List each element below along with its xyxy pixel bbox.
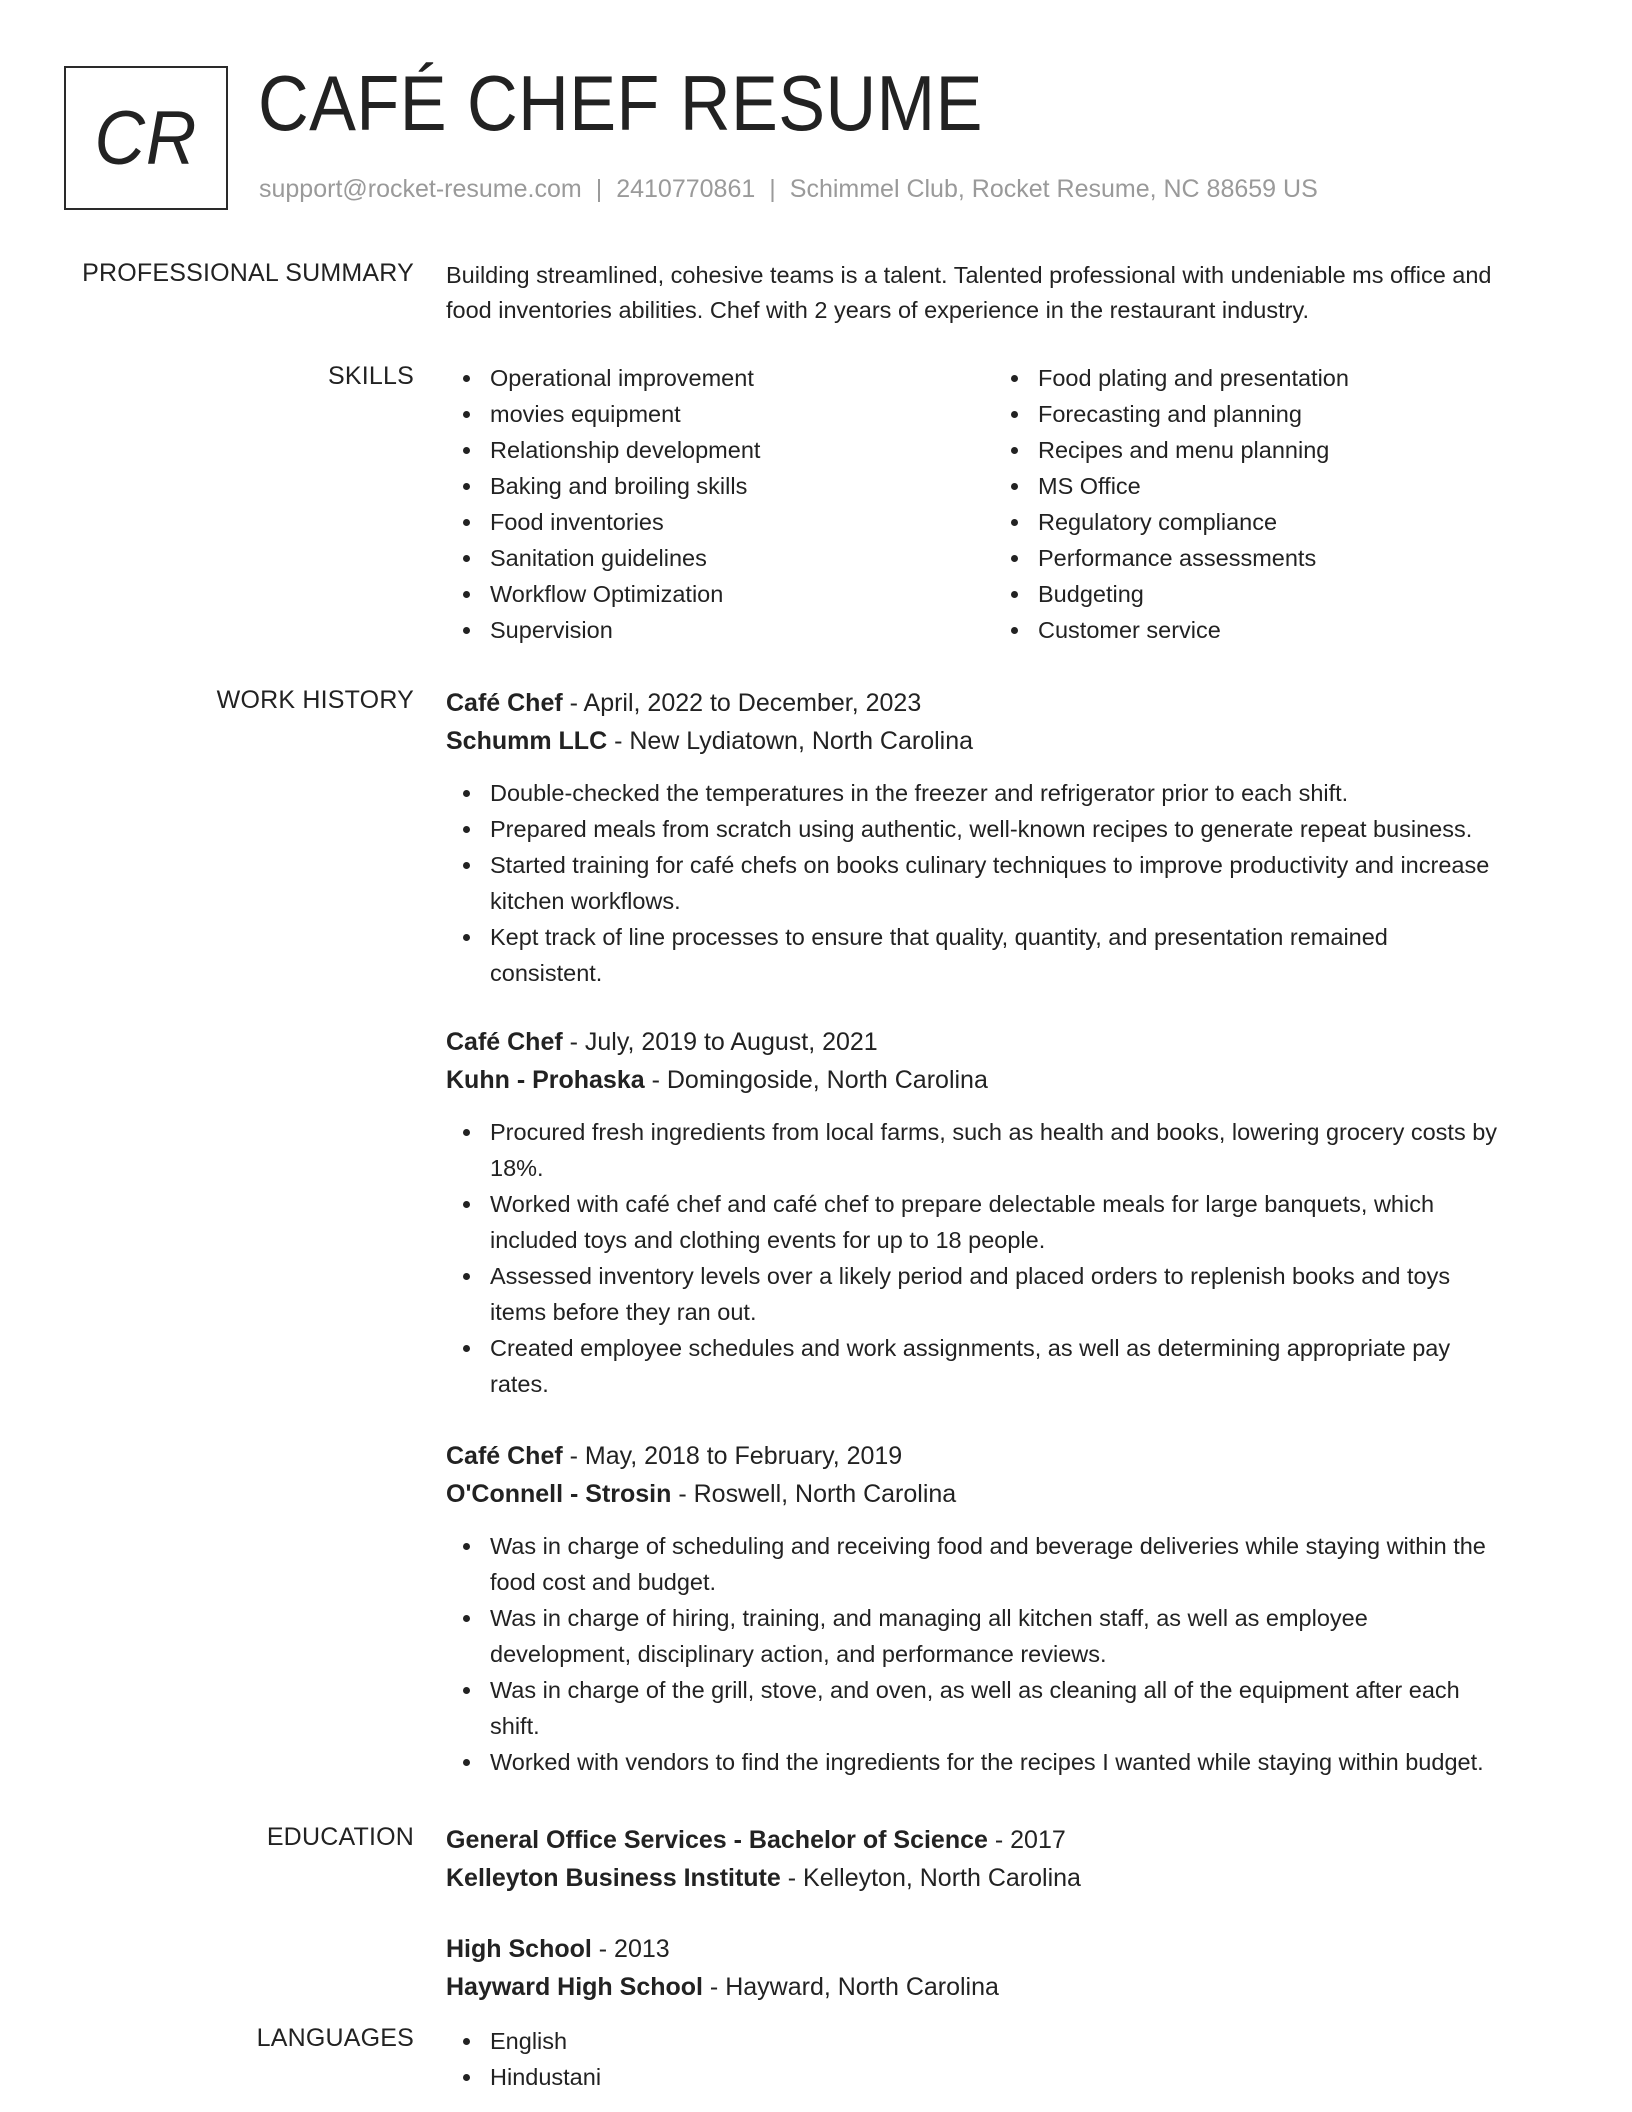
school-line — [446, 1859, 1566, 1897]
duty-line: rates. — [490, 1371, 549, 1397]
duty-item — [446, 775, 1566, 811]
languages-list — [446, 2023, 1566, 2095]
monogram-logo — [64, 66, 228, 210]
duty-item — [446, 1600, 1566, 1672]
job-title-line — [446, 684, 1566, 722]
contact-separator: | — [769, 175, 776, 203]
duty-item — [446, 1258, 1566, 1330]
section-label-skills: SKILLS — [328, 362, 414, 390]
skill-item: Performance assessments — [994, 540, 1542, 576]
skill-item: Baking and broiling skills — [446, 468, 994, 504]
skill-item: Sanitation guidelines — [446, 540, 994, 576]
duty-item — [446, 1672, 1566, 1744]
school-line — [446, 1968, 1566, 2006]
job-company-line — [446, 722, 1566, 760]
job-title-line — [446, 1023, 1566, 1061]
school: Kelleyton Business Institute — [446, 1864, 781, 1892]
duty-item — [446, 811, 1566, 847]
job-entry — [446, 1023, 1566, 1402]
contact-address: Schimmel Club, Rocket Resume, NC 88659 US — [789, 175, 1318, 203]
job-title: Café Chef — [446, 1442, 563, 1470]
skill-item: Customer service — [994, 612, 1542, 648]
duty-item — [446, 919, 1566, 991]
job-entry — [446, 1437, 1566, 1780]
job-location: - Roswell, North Carolina — [671, 1480, 957, 1508]
duty-line: kitchen workflows. — [490, 888, 681, 914]
skills-grid — [446, 360, 1566, 648]
duty-item — [446, 1330, 1566, 1402]
job-dates: - May, 2018 to February, 2019 — [562, 1442, 903, 1470]
skill-item: Forecasting and planning — [994, 396, 1542, 432]
job-company-line — [446, 1475, 1566, 1513]
skill-item: Workflow Optimization — [446, 576, 994, 612]
job-company: Kuhn - Prohaska — [446, 1066, 645, 1094]
section-label-languages: LANGUAGES — [256, 2024, 414, 2052]
job-company: O'Connell - Strosin — [446, 1480, 672, 1508]
skill-item: Relationship development — [446, 432, 994, 468]
skill-item: Recipes and menu planning — [994, 432, 1542, 468]
skill-item: MS Office — [994, 468, 1542, 504]
duty-line: Worked with vendors to find the ingredients for the recipes I wanted while staying within budget. — [490, 1749, 1484, 1775]
job-title: Café Chef — [446, 689, 563, 717]
education-entry — [446, 1821, 1566, 1897]
contact-email: support@rocket-resume.com — [259, 175, 582, 203]
duty-item — [446, 1186, 1566, 1258]
job-title-line — [446, 1437, 1566, 1475]
duty-item — [446, 847, 1566, 919]
skill-item: Budgeting — [994, 576, 1542, 612]
duty-line: items before they ran out. — [490, 1299, 757, 1325]
education-entry — [446, 1930, 1566, 2006]
degree: High School — [446, 1935, 592, 1963]
duty-item — [446, 1528, 1566, 1600]
duty-line: Worked with café chef and café chef to prepare delectable meals for large banquets, which — [490, 1191, 1435, 1217]
skills-column-left — [446, 360, 994, 648]
skill-item: Food inventories — [446, 504, 994, 540]
job-entry — [446, 684, 1566, 991]
duty-line: Double-checked the temperatures in the freezer and refrigerator prior to each shift. — [490, 780, 1349, 806]
degree-year: - 2017 — [987, 1826, 1066, 1854]
degree: General Office Services - Bachelor of Science — [446, 1826, 988, 1854]
section-label-summary: PROFESSIONAL SUMMARY — [82, 259, 414, 287]
skill-item: Regulatory compliance — [994, 504, 1542, 540]
duty-line: 18%. — [490, 1155, 544, 1181]
duty-line: development, disciplinary action, and performance reviews. — [490, 1641, 1107, 1667]
duty-line: consistent. — [490, 960, 603, 986]
summary-line: Building streamlined, cohesive teams is a talent. Talented professional with undeniable ms office and — [446, 262, 1492, 288]
duty-item — [446, 1744, 1566, 1780]
resume-title: CAFÉ CHEF RESUME — [258, 59, 983, 147]
duty-line: Started training for café chefs on books culinary techniques to improve productivity and increase — [490, 852, 1490, 878]
skill-item: Food plating and presentation — [994, 360, 1542, 396]
duty-item — [446, 1114, 1566, 1186]
duty-line: Was in charge of the grill, stove, and oven, as well as cleaning all of the equipment after each — [490, 1677, 1460, 1703]
duty-line: included toys and clothing events for up to 18 people. — [490, 1227, 1046, 1253]
duty-line: food cost and budget. — [490, 1569, 717, 1595]
job-duties — [446, 775, 1566, 991]
language-item: English — [446, 2023, 1566, 2059]
job-title: Café Chef — [446, 1028, 563, 1056]
degree-line — [446, 1821, 1566, 1859]
skill-item: Operational improvement — [446, 360, 994, 396]
skill-item: Supervision — [446, 612, 994, 648]
job-duties — [446, 1114, 1566, 1402]
degree-line — [446, 1930, 1566, 1968]
summary-line: food inventories abilities. Chef with 2 years of experience in the restaurant industry. — [446, 297, 1309, 323]
school-location: - Kelleyton, North Carolina — [780, 1864, 1081, 1892]
contact-line — [259, 175, 1318, 204]
summary-text — [446, 258, 1566, 328]
duty-line: Procured fresh ingredients from local farms, such as health and books, lowering grocery costs by — [490, 1119, 1498, 1145]
languages-list-wrap — [446, 2023, 1566, 2095]
section-label-education: EDUCATION — [266, 1823, 414, 1851]
contact-separator: | — [595, 175, 603, 203]
duty-line: Assessed inventory levels over a likely period and placed orders to replenish books and toys — [490, 1263, 1451, 1289]
skills-column-right — [994, 360, 1542, 648]
job-duties — [446, 1528, 1566, 1780]
duty-line: Was in charge of scheduling and receiving food and beverage deliveries while staying within the — [490, 1533, 1486, 1559]
duty-line: Kept track of line processes to ensure that quality, quantity, and presentation remained — [490, 924, 1388, 950]
school-location: - Hayward, North Carolina — [702, 1973, 999, 2001]
job-location: - Domingoside, North Carolina — [644, 1066, 988, 1094]
job-location: - New Lydiatown, North Carolina — [607, 727, 974, 755]
duty-line: Prepared meals from scratch using authentic, well-known recipes to generate repeat business. — [490, 816, 1473, 842]
contact-phone: 2410770861 — [616, 175, 756, 203]
job-dates: - April, 2022 to December, 2023 — [562, 689, 922, 717]
duty-line: Created employee schedules and work assignments, as well as determining appropriate pay — [490, 1335, 1451, 1361]
degree-year: - 2013 — [591, 1935, 670, 1963]
job-company: Schumm LLC — [446, 727, 608, 755]
language-item: Hindustani — [446, 2059, 1566, 2095]
school: Hayward High School — [446, 1973, 703, 2001]
skill-item: movies equipment — [446, 396, 994, 432]
section-label-work: WORK HISTORY — [216, 686, 414, 714]
duty-line: shift. — [490, 1713, 540, 1739]
monogram-initials: CR — [94, 95, 198, 181]
job-company-line — [446, 1061, 1566, 1099]
job-dates: - July, 2019 to August, 2021 — [562, 1028, 878, 1056]
duty-line: Was in charge of hiring, training, and managing all kitchen staff, as well as employee — [490, 1605, 1368, 1631]
